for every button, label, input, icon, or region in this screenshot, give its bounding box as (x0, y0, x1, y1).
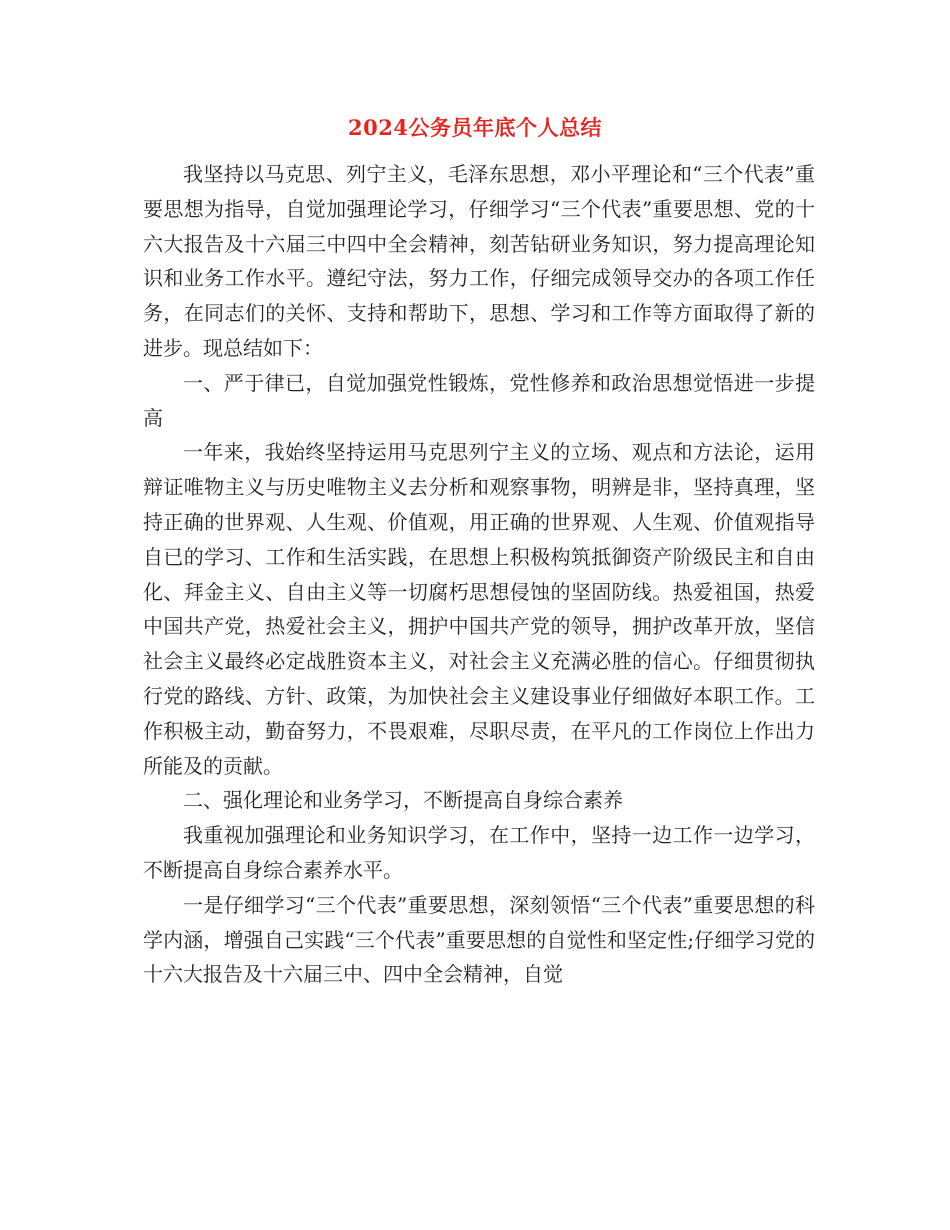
document-title: 2024公务员年底个人总结 (348, 115, 602, 140)
paragraph-section-1: 一年来，我始终坚持运用马克思列宁主义的立场、观点和方法论，运用辩证唯物主义与历史唯物主义去分析和观察事物，明辨是非，坚持真理，坚持正确的世界观、人生观、价值观，用正确的世界观、人生观、价值观指导自已的学习、工作和生活实践，在思想上积极构筑抵御资产阶级民主和自由化、拜金主义、自由主义等一切腐朽思想侵蚀的坚固防线。热爱祖国，热爱中国共产党，热爱社会主义，拥护中国共产党的领导，拥护改革开放，坚信社会主义最终必定战胜资本主义，对社会主义充满必胜的信心。仔细贯彻执行党的路线、方针、政策，为加快社会主义建设事业仔细做好本职工作。工作积极主动，勤奋努力，不畏艰难，尽职尽责，在平凡的工作岗位上作出力所能及的贡献。 (143, 440, 815, 778)
paragraph-point-1: 一是仔细学习“三个代表”重要思想，深刻领悟“三个代表”重要思想的科学内涵，增强自己实践“三个代表”重要思想的自觉性和坚定性;仔细学习党的十六大报告及十六届三中、四中全会精神，自觉 (143, 892, 815, 987)
document-body (143, 157, 815, 992)
paragraph-intro: 我坚持以马克思、列宁主义，毛泽东思想，邓小平理论和“三个代表”重要思想为指导，自觉加强理论学习，仔细学习“三个代表”重要思想、党的十六大报告及十六届三中四中全会精神，刻苦钻研业务知识，努力提高理论知识和业务工作水平。遵纪守法，努力工作，仔细完成领导交办的各项工作任务，在同志们的关怀、支持和帮助下，思想、学习和工作等方面取得了新的进步。现总结如下： (143, 162, 815, 360)
section-heading-1: 一、严于律已，自觉加强党性锻炼，党性修养和政治思想觉悟进一步提高 (143, 370, 815, 430)
section-heading-2: 二、强化理论和业务学习，不断提高自身综合素养 (183, 788, 623, 813)
paragraph-section-2-intro: 我重视加强理论和业务知识学习，在工作中，坚持一边工作一边学习，不断提高自身综合素养水平。 (143, 823, 815, 882)
